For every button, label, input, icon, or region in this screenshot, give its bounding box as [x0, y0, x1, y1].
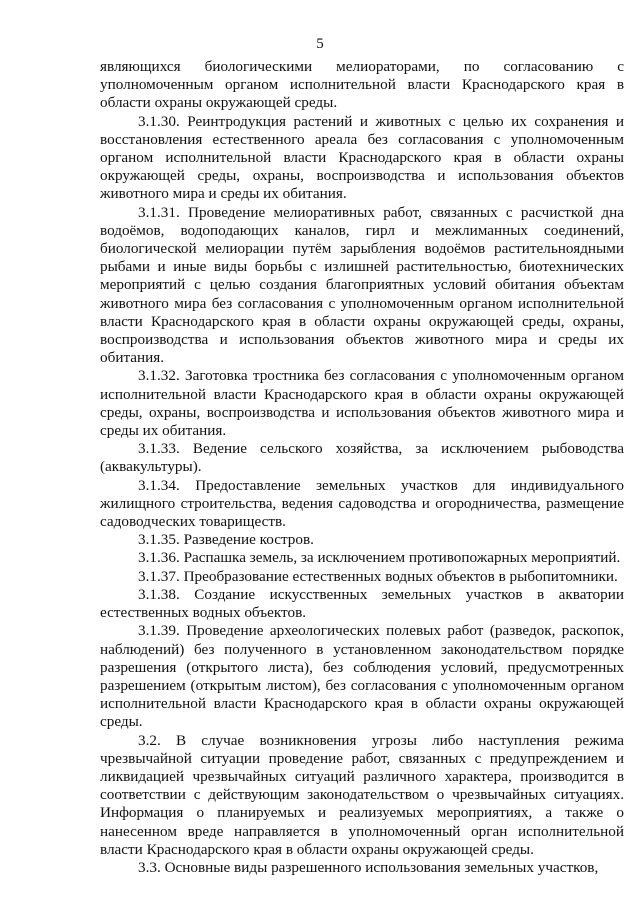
paragraph-3-1-36: 3.1.36. Распашка земель, за исключением противопожарных мероприятий.	[138, 549, 621, 567]
paragraph-3-1-32: 3.1.32. Заготовка тростника без согласования с уполномоченным органом исполнительной власти Краснодарского края в области охраны окружающей среды, охраны, воспроизводства и использования объектов животного мира и среды их обитания.	[100, 367, 624, 440]
paragraph-3-2: 3.2. В случае возникновения угрозы либо наступления режима чрезвычайной ситуации проведение работ, связанных с предупреждением и ликвидацией чрезвычайных ситуаций различного характера, производится в соответствии с действующим законодательством о чрезвычайных ситуациях. Информация о планируемых и реализуемых мероприятиях, а также о нанесенном вреде направляется в уполномоченный орган исполнительной власти Краснодарского края в области охраны окружающей среды.	[100, 731, 624, 858]
paragraph-continuation: являющихся биологическими мелиораторами, по согласованию с уполномоченным органом исполнительной власти Краснодарского края в области охраны окружающей среды.	[100, 58, 624, 112]
paragraph-3-1-31: 3.1.31. Проведение мелиоративных работ, связанных с расчисткой дна водоёмов, водоподающих каналов, гирл и межлиманных соединений, биологической мелиорации путём зарыбления водоёмов растительноядными рыбами и иные виды борьбы с излишней растительностью, биотехнических мероприятий с целью создания благоприятных условий обитания объектам животного мира без согласования с уполномоченным органом исполнительной власти Краснодарского края в области охраны окружающей среды, охраны, воспроизводства и использования объектов животного мира и среды их обитания.	[100, 203, 624, 367]
paragraph-3-1-37: 3.1.37. Преобразование естественных водных объектов в рыбопитомники.	[138, 567, 618, 585]
paragraph-3-1-35: 3.1.35. Разведение костров.	[138, 531, 314, 549]
paragraph-3-1-39: 3.1.39. Проведение археологических полевых работ (разведок, раскопок, наблюдений) без полученного в установленном законодательством порядке разрешения (открытого листа), без соблюдения условий, предусмотренных разрешением (открытым листом), без согласования с уполномоченным органом исполнительной власти Краснодарского края в области охраны окружающей среды.	[100, 622, 624, 731]
paragraph-3-1-38: 3.1.38. Создание искусственных земельных участков в акватории естественных водных объектов.	[100, 585, 624, 622]
page-number: 5	[316, 36, 324, 52]
paragraph-3-1-34: 3.1.34. Предоставление земельных участков для индивидуального жилищного строительства, ведения садоводства и огородничества, размещение садоводческих товариществ.	[100, 476, 624, 531]
paragraph-3-1-33: 3.1.33. Ведение сельского хозяйства, за исключением рыбоводства (аквакультуры).	[100, 440, 624, 476]
document-body	[100, 58, 624, 877]
paragraph-3-3: 3.3. Основные виды разрешенного использования земельных участков,	[138, 858, 599, 876]
paragraph-3-1-30: 3.1.30. Реинтродукция растений и животных с целью их сохранения и восстановления естественного ареала без согласования с уполномоченным органом исполнительной власти Краснодарского края в области охраны окружающей среды, охраны, воспроизводства и использования объектов животного мира и среды их обитания.	[100, 112, 624, 203]
